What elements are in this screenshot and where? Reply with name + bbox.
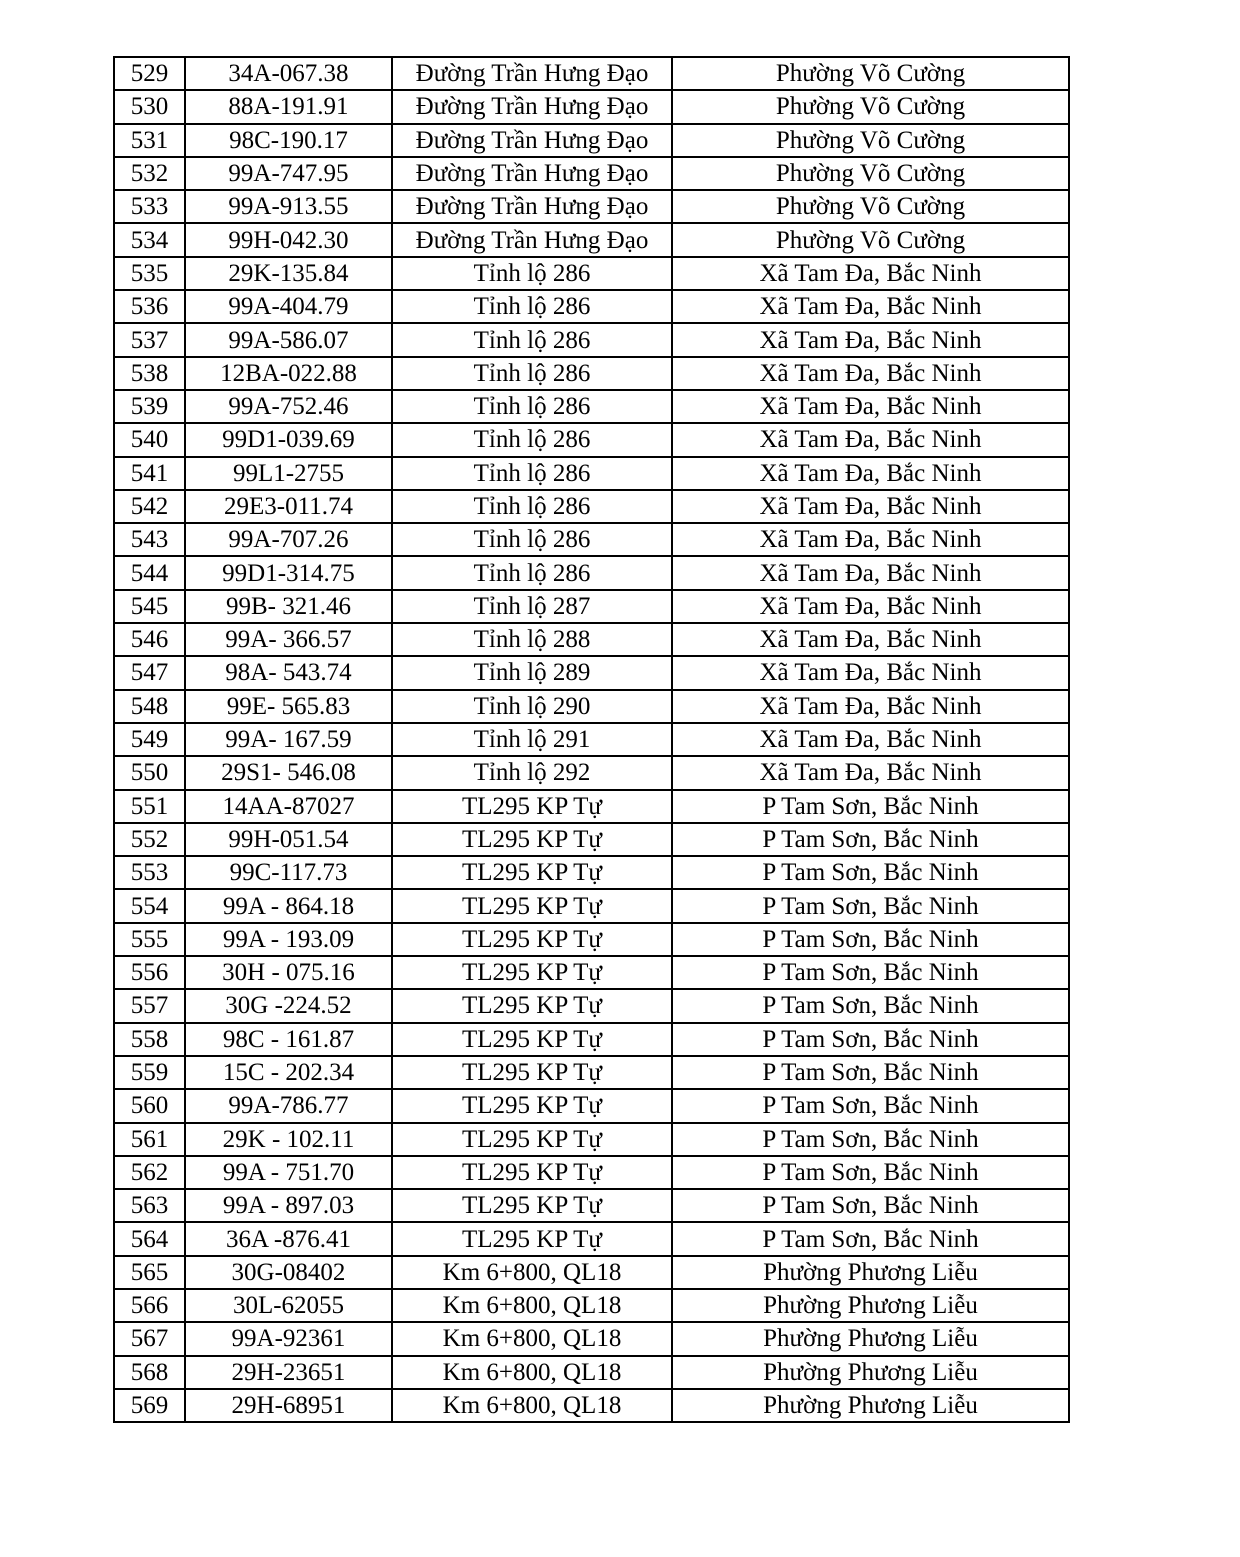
row-number-cell: 538	[114, 357, 185, 390]
ward-cell: Phường Phương Liễu	[672, 1289, 1069, 1322]
location-cell: Tỉnh lộ 289	[392, 656, 672, 689]
ward-cell: Phường Phương Liễu	[672, 1256, 1069, 1289]
row-number-cell: 529	[114, 57, 185, 90]
row-number-cell: 554	[114, 889, 185, 922]
location-cell: TL295 KP Tự	[392, 1123, 672, 1156]
table-row	[114, 57, 1069, 90]
license-plate-cell: 99A - 864.18	[185, 889, 392, 922]
location-cell: Tỉnh lộ 286	[392, 290, 672, 323]
table-row	[114, 1123, 1069, 1156]
table-body	[114, 57, 1069, 1422]
ward-cell: Phường Võ Cường	[672, 124, 1069, 157]
table-row	[114, 989, 1069, 1022]
ward-cell: Xã Tam Đa, Bắc Ninh	[672, 690, 1069, 723]
location-cell: Tỉnh lộ 286	[392, 390, 672, 423]
location-cell: Đường Trần Hưng Đạo	[392, 124, 672, 157]
location-cell: TL295 KP Tự	[392, 823, 672, 856]
location-cell: Km 6+800, QL18	[392, 1389, 672, 1422]
row-number-cell: 566	[114, 1289, 185, 1322]
license-plate-cell: 98A- 543.74	[185, 656, 392, 689]
row-number-cell: 544	[114, 556, 185, 589]
table-row	[114, 823, 1069, 856]
ward-cell: Phường Võ Cường	[672, 223, 1069, 256]
license-plate-cell: 99C-117.73	[185, 856, 392, 889]
license-plate-cell: 99A-92361	[185, 1322, 392, 1355]
row-number-cell: 559	[114, 1056, 185, 1089]
table-row	[114, 1056, 1069, 1089]
table-row	[114, 190, 1069, 223]
location-cell: TL295 KP Tự	[392, 956, 672, 989]
row-number-cell: 540	[114, 423, 185, 456]
row-number-cell: 564	[114, 1222, 185, 1255]
license-plate-cell: 99H-051.54	[185, 823, 392, 856]
license-plate-cell: 99A-586.07	[185, 323, 392, 356]
row-number-cell: 560	[114, 1089, 185, 1122]
row-number-cell: 561	[114, 1123, 185, 1156]
table-row	[114, 523, 1069, 556]
row-number-cell: 534	[114, 223, 185, 256]
location-cell: Đường Trần Hưng Đạo	[392, 190, 672, 223]
row-number-cell: 563	[114, 1189, 185, 1222]
table-row	[114, 756, 1069, 789]
row-number-cell: 569	[114, 1389, 185, 1422]
row-number-cell: 532	[114, 157, 185, 190]
location-cell: Tỉnh lộ 286	[392, 423, 672, 456]
table-row	[114, 690, 1069, 723]
ward-cell: P Tam Sơn, Bắc Ninh	[672, 1123, 1069, 1156]
row-number-cell: 562	[114, 1156, 185, 1189]
license-plate-cell: 29K - 102.11	[185, 1123, 392, 1156]
table-row	[114, 290, 1069, 323]
row-number-cell: 552	[114, 823, 185, 856]
license-plate-cell: 15C - 202.34	[185, 1056, 392, 1089]
row-number-cell: 567	[114, 1322, 185, 1355]
location-cell: Tỉnh lộ 286	[392, 556, 672, 589]
table-row	[114, 1156, 1069, 1189]
table-row	[114, 1356, 1069, 1389]
location-cell: TL295 KP Tự	[392, 1189, 672, 1222]
location-cell: Đường Trần Hưng Đạo	[392, 90, 672, 123]
table-row	[114, 590, 1069, 623]
location-cell: Tỉnh lộ 286	[392, 457, 672, 490]
table-row	[114, 1289, 1069, 1322]
ward-cell: P Tam Sơn, Bắc Ninh	[672, 923, 1069, 956]
location-cell: Tỉnh lộ 292	[392, 756, 672, 789]
table-row	[114, 723, 1069, 756]
table-row	[114, 956, 1069, 989]
ward-cell: P Tam Sơn, Bắc Ninh	[672, 823, 1069, 856]
row-number-cell: 542	[114, 490, 185, 523]
ward-cell: Xã Tam Đa, Bắc Ninh	[672, 357, 1069, 390]
location-cell: Đường Trần Hưng Đạo	[392, 57, 672, 90]
ward-cell: P Tam Sơn, Bắc Ninh	[672, 1023, 1069, 1056]
ward-cell: Xã Tam Đa, Bắc Ninh	[672, 756, 1069, 789]
ward-cell: Phường Võ Cường	[672, 57, 1069, 90]
table-row	[114, 790, 1069, 823]
row-number-cell: 565	[114, 1256, 185, 1289]
ward-cell: Phường Võ Cường	[672, 157, 1069, 190]
table-row	[114, 1089, 1069, 1122]
row-number-cell: 549	[114, 723, 185, 756]
table-row	[114, 90, 1069, 123]
license-plate-cell: 99E- 565.83	[185, 690, 392, 723]
license-plate-cell: 14AA-87027	[185, 790, 392, 823]
license-plate-cell: 99A-913.55	[185, 190, 392, 223]
table-row	[114, 1256, 1069, 1289]
ward-cell: Xã Tam Đa, Bắc Ninh	[672, 523, 1069, 556]
license-plate-cell: 30L-62055	[185, 1289, 392, 1322]
location-cell: Tỉnh lộ 287	[392, 590, 672, 623]
location-cell: Tỉnh lộ 291	[392, 723, 672, 756]
row-number-cell: 551	[114, 790, 185, 823]
row-number-cell: 547	[114, 656, 185, 689]
ward-cell: P Tam Sơn, Bắc Ninh	[672, 1156, 1069, 1189]
ward-cell: Xã Tam Đa, Bắc Ninh	[672, 390, 1069, 423]
ward-cell: P Tam Sơn, Bắc Ninh	[672, 790, 1069, 823]
license-plate-cell: 99A- 366.57	[185, 623, 392, 656]
ward-cell: Xã Tam Đa, Bắc Ninh	[672, 590, 1069, 623]
license-plate-cell: 12BA-022.88	[185, 357, 392, 390]
ward-cell: Xã Tam Đa, Bắc Ninh	[672, 490, 1069, 523]
license-plate-cell: 99B- 321.46	[185, 590, 392, 623]
row-number-cell: 558	[114, 1023, 185, 1056]
table-row	[114, 124, 1069, 157]
row-number-cell: 555	[114, 923, 185, 956]
ward-cell: P Tam Sơn, Bắc Ninh	[672, 1056, 1069, 1089]
license-plate-cell: 29K-135.84	[185, 257, 392, 290]
ward-cell: Phường Võ Cường	[672, 190, 1069, 223]
ward-cell: P Tam Sơn, Bắc Ninh	[672, 856, 1069, 889]
location-cell: Km 6+800, QL18	[392, 1356, 672, 1389]
location-cell: Tỉnh lộ 288	[392, 623, 672, 656]
row-number-cell: 530	[114, 90, 185, 123]
row-number-cell: 531	[114, 124, 185, 157]
row-number-cell: 550	[114, 756, 185, 789]
license-plate-cell: 29E3-011.74	[185, 490, 392, 523]
license-plate-cell: 99A - 897.03	[185, 1189, 392, 1222]
license-plate-cell: 98C-190.17	[185, 124, 392, 157]
location-cell: TL295 KP Tự	[392, 1023, 672, 1056]
ward-cell: Xã Tam Đa, Bắc Ninh	[672, 323, 1069, 356]
location-cell: Tỉnh lộ 290	[392, 690, 672, 723]
row-number-cell: 556	[114, 956, 185, 989]
table-row	[114, 1322, 1069, 1355]
location-cell: TL295 KP Tự	[392, 923, 672, 956]
table-row	[114, 357, 1069, 390]
location-cell: TL295 KP Tự	[392, 889, 672, 922]
table-row	[114, 1023, 1069, 1056]
row-number-cell: 568	[114, 1356, 185, 1389]
location-cell: TL295 KP Tự	[392, 1089, 672, 1122]
license-plate-cell: 99D1-314.75	[185, 556, 392, 589]
row-number-cell: 539	[114, 390, 185, 423]
ward-cell: Phường Phương Liễu	[672, 1322, 1069, 1355]
location-cell: Đường Trần Hưng Đạo	[392, 223, 672, 256]
table-row	[114, 390, 1069, 423]
location-cell: Km 6+800, QL18	[392, 1256, 672, 1289]
license-plate-cell: 30G-08402	[185, 1256, 392, 1289]
ward-cell: Phường Phương Liễu	[672, 1389, 1069, 1422]
license-plate-cell: 99A-404.79	[185, 290, 392, 323]
license-plate-cell: 99L1-2755	[185, 457, 392, 490]
row-number-cell: 535	[114, 257, 185, 290]
location-cell: TL295 KP Tự	[392, 989, 672, 1022]
table-row	[114, 923, 1069, 956]
license-plate-cell: 99A- 167.59	[185, 723, 392, 756]
license-plate-cell: 99A - 193.09	[185, 923, 392, 956]
location-cell: TL295 KP Tự	[392, 856, 672, 889]
table-row	[114, 223, 1069, 256]
license-plate-cell: 99H-042.30	[185, 223, 392, 256]
license-plate-cell: 99A-707.26	[185, 523, 392, 556]
table-row	[114, 889, 1069, 922]
row-number-cell: 548	[114, 690, 185, 723]
license-plate-cell: 29H-23651	[185, 1356, 392, 1389]
location-cell: Tỉnh lộ 286	[392, 357, 672, 390]
table-row	[114, 556, 1069, 589]
license-plate-cell: 30H - 075.16	[185, 956, 392, 989]
ward-cell: Xã Tam Đa, Bắc Ninh	[672, 257, 1069, 290]
license-plate-cell: 34A-067.38	[185, 57, 392, 90]
ward-cell: P Tam Sơn, Bắc Ninh	[672, 1222, 1069, 1255]
table-row	[114, 457, 1069, 490]
table-row	[114, 323, 1069, 356]
row-number-cell: 541	[114, 457, 185, 490]
table-row	[114, 490, 1069, 523]
table-row	[114, 423, 1069, 456]
location-cell: Tỉnh lộ 286	[392, 257, 672, 290]
location-cell: Đường Trần Hưng Đạo	[392, 157, 672, 190]
license-plate-cell: 98C - 161.87	[185, 1023, 392, 1056]
location-cell: Km 6+800, QL18	[392, 1322, 672, 1355]
ward-cell: Xã Tam Đa, Bắc Ninh	[672, 656, 1069, 689]
location-cell: TL295 KP Tự	[392, 790, 672, 823]
license-plate-cell: 99A-752.46	[185, 390, 392, 423]
table-row	[114, 1189, 1069, 1222]
ward-cell: Xã Tam Đa, Bắc Ninh	[672, 556, 1069, 589]
license-plate-cell: 88A-191.91	[185, 90, 392, 123]
row-number-cell: 557	[114, 989, 185, 1022]
license-plate-cell: 30G -224.52	[185, 989, 392, 1022]
location-cell: TL295 KP Tự	[392, 1222, 672, 1255]
location-cell: Tỉnh lộ 286	[392, 523, 672, 556]
row-number-cell: 546	[114, 623, 185, 656]
license-plate-cell: 99D1-039.69	[185, 423, 392, 456]
table-row	[114, 623, 1069, 656]
row-number-cell: 533	[114, 190, 185, 223]
table-row	[114, 157, 1069, 190]
ward-cell: P Tam Sơn, Bắc Ninh	[672, 989, 1069, 1022]
row-number-cell: 553	[114, 856, 185, 889]
ward-cell: Xã Tam Đa, Bắc Ninh	[672, 623, 1069, 656]
location-cell: Km 6+800, QL18	[392, 1289, 672, 1322]
table-row	[114, 257, 1069, 290]
ward-cell: P Tam Sơn, Bắc Ninh	[672, 889, 1069, 922]
location-cell: Tỉnh lộ 286	[392, 490, 672, 523]
location-cell: TL295 KP Tự	[392, 1156, 672, 1189]
table-row	[114, 1389, 1069, 1422]
license-plate-cell: 29S1- 546.08	[185, 756, 392, 789]
ward-cell: Xã Tam Đa, Bắc Ninh	[672, 423, 1069, 456]
table-row	[114, 656, 1069, 689]
license-plate-cell: 36A -876.41	[185, 1222, 392, 1255]
row-number-cell: 543	[114, 523, 185, 556]
license-plate-cell: 29H-68951	[185, 1389, 392, 1422]
ward-cell: Xã Tam Đa, Bắc Ninh	[672, 723, 1069, 756]
ward-cell: P Tam Sơn, Bắc Ninh	[672, 956, 1069, 989]
table-row	[114, 1222, 1069, 1255]
license-plate-cell: 99A-747.95	[185, 157, 392, 190]
row-number-cell: 537	[114, 323, 185, 356]
ward-cell: P Tam Sơn, Bắc Ninh	[672, 1089, 1069, 1122]
ward-cell: Xã Tam Đa, Bắc Ninh	[672, 290, 1069, 323]
table-row	[114, 856, 1069, 889]
row-number-cell: 536	[114, 290, 185, 323]
location-cell: TL295 KP Tự	[392, 1056, 672, 1089]
violation-table	[113, 56, 1070, 1423]
location-cell: Tỉnh lộ 286	[392, 323, 672, 356]
row-number-cell: 545	[114, 590, 185, 623]
ward-cell: Phường Phương Liễu	[672, 1356, 1069, 1389]
license-plate-cell: 99A - 751.70	[185, 1156, 392, 1189]
ward-cell: Phường Võ Cường	[672, 90, 1069, 123]
license-plate-cell: 99A-786.77	[185, 1089, 392, 1122]
ward-cell: P Tam Sơn, Bắc Ninh	[672, 1189, 1069, 1222]
ward-cell: Xã Tam Đa, Bắc Ninh	[672, 457, 1069, 490]
